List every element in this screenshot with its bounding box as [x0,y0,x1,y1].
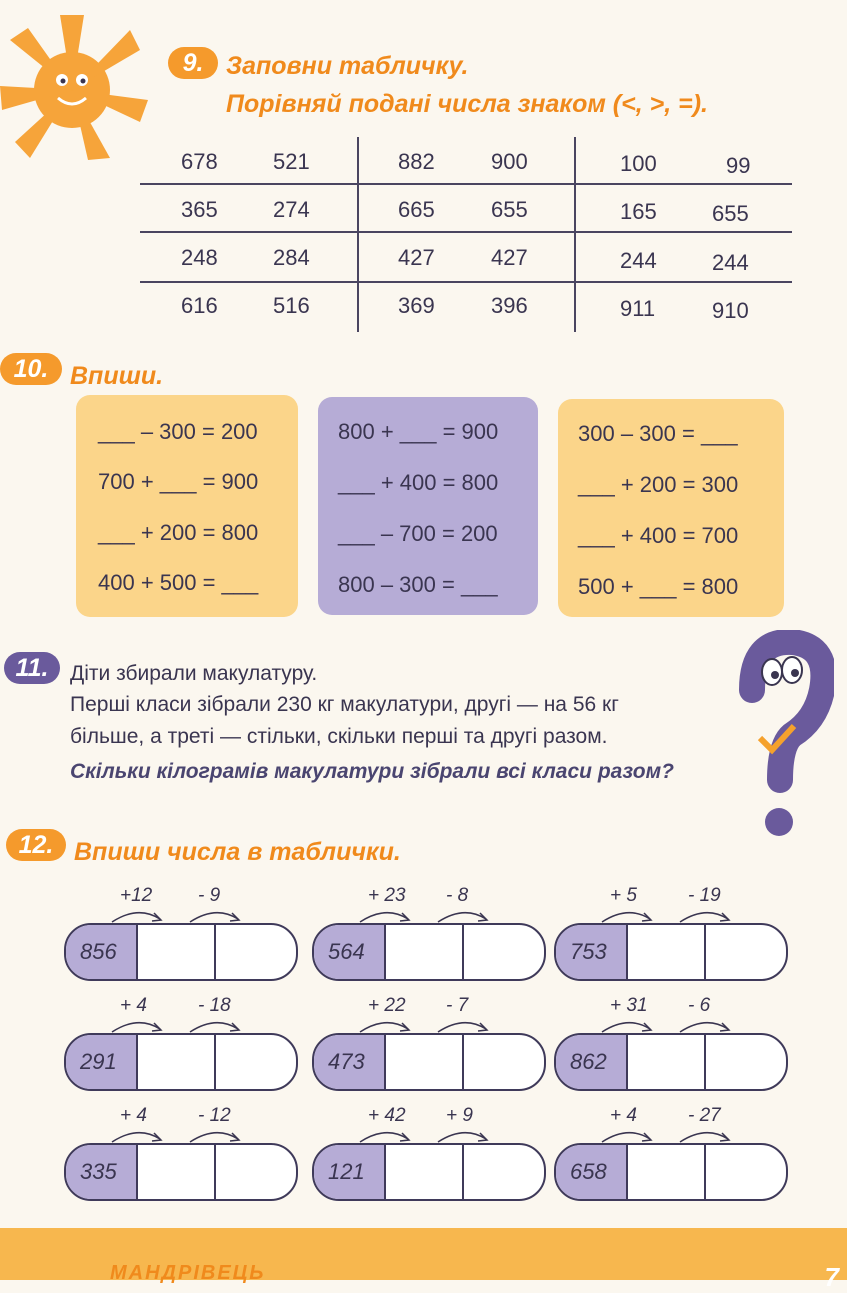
cmp-value: 274 [273,197,310,222]
chain-op1: + 4 [610,1105,637,1126]
cmp-value: 911 [620,296,656,321]
cmp-value: 910 [712,298,749,323]
task11-number: 11. [4,652,60,684]
equation: ___ – 700 = 200 [338,521,498,546]
chain-answer-cell-2[interactable] [464,1035,544,1089]
number-chain [64,1033,298,1091]
number-chain [554,1033,788,1091]
chain-op2: - 18 [198,995,231,1016]
chain-start-value: 753 [556,925,628,979]
chain-start-value: 856 [66,925,138,979]
chain-start-value: 121 [314,1145,386,1199]
chain-op2: + 9 [446,1105,473,1126]
chain-answer-cell-2[interactable] [216,1145,296,1199]
chain-op2: - 27 [688,1105,721,1126]
chain-answer-cell-1[interactable] [628,1035,706,1089]
equation: ___ – 300 = 200 [98,419,258,444]
chain-answer-cell-1[interactable] [386,1035,464,1089]
chain-answer-cell-1[interactable] [386,925,464,979]
chain-op2: - 8 [446,885,469,906]
cmp-value: 516 [273,293,310,318]
cmp-value: 655 [491,197,528,222]
chain-start-value: 473 [314,1035,386,1089]
number-chain [64,1143,298,1201]
question-mark-mascot-icon [722,630,834,840]
cmp-value: 244 [712,250,749,275]
footer-brand: МАНДРІВЕЦЬ [110,1262,266,1284]
chain-op2: - 7 [446,995,469,1016]
chain-answer-cell-2[interactable] [464,1145,544,1199]
chain-answer-cell-1[interactable] [138,1035,216,1089]
cmp-value: 427 [398,245,435,270]
equation: 500 + ___ = 800 [578,574,739,599]
cmp-value: 396 [491,293,528,318]
task9-number: 9. [168,47,218,79]
chain-op1: +12 [120,885,153,906]
cmp-value: 369 [398,293,435,318]
cmp-value: 365 [181,197,218,222]
number-chain [64,923,298,981]
number-chain [312,923,546,981]
equation: 700 + ___ = 900 [98,469,259,494]
chain-op2: - 9 [198,885,221,906]
task12-title: Впиши числа в таблички. [74,838,401,866]
number-chain [554,1143,788,1201]
task12-number: 12. [6,829,66,861]
chain-op2: - 12 [198,1105,231,1126]
cmp-value: 616 [181,293,218,318]
equation: ___ + 400 = 800 [338,470,499,495]
equation: 800 – 300 = ___ [338,572,498,597]
chain-op1: + 31 [610,995,648,1016]
chain-answer-cell-2[interactable] [216,925,296,979]
cmp-value: 665 [398,197,435,222]
chain-start-value: 291 [66,1035,138,1089]
number-chain [312,1033,546,1091]
equation: ___ + 200 = 300 [578,472,739,497]
chain-start-value: 862 [556,1035,628,1089]
task10-number: 10. [0,353,62,385]
chain-answer-cell-1[interactable] [138,1145,216,1199]
chain-start-value: 564 [314,925,386,979]
chain-answer-cell-1[interactable] [628,925,706,979]
cmp-value: 248 [181,245,218,270]
chain-answer-cell-1[interactable] [138,925,216,979]
chain-op1: + 22 [368,995,406,1016]
chain-answer-cell-2[interactable] [706,925,786,979]
number-chain [554,923,788,981]
cmp-value: 244 [620,248,657,273]
task10-title: Впиши. [70,362,164,390]
chain-answer-cell-1[interactable] [386,1145,464,1199]
cmp-value: 99 [726,153,751,178]
chain-op1: + 42 [368,1105,406,1126]
task9-title-line1: Заповни табличку. [226,52,469,80]
cmp-value: 427 [491,245,528,270]
chain-op1: + 4 [120,995,147,1016]
chain-op2: - 19 [688,885,721,906]
cmp-value: 678 [181,149,218,174]
chain-answer-cell-2[interactable] [706,1035,786,1089]
equation: 300 – 300 = ___ [578,421,738,446]
cmp-value: 165 [620,199,657,224]
chain-start-value: 658 [556,1145,628,1199]
cmp-value: 284 [273,245,310,270]
task11-line: Діти збирали макулатуру. [70,662,318,685]
chain-answer-cell-2[interactable] [464,925,544,979]
cmp-value: 900 [491,149,528,174]
equation: ___ + 400 = 700 [578,523,739,548]
chain-op1: + 4 [120,1105,147,1126]
number-chain [312,1143,546,1201]
chain-answer-cell-2[interactable] [216,1035,296,1089]
chain-answer-cell-1[interactable] [628,1145,706,1199]
task11-line: більше, а треті — стільки, скільки перші та другі разом. [70,725,608,748]
cmp-value: 521 [273,149,310,174]
sun-mascot-icon [0,10,150,160]
task11-line: Перші класи зібрали 230 кг макулатури, другі — на 56 кг [70,693,619,716]
equation: 400 + 500 = ___ [98,570,259,595]
chain-op1: + 23 [368,885,406,906]
equation: 800 + ___ = 900 [338,419,499,444]
task9-title-line2: Порівняй подані числа знаком (<, >, =). [226,90,708,118]
chain-start-value: 335 [66,1145,138,1199]
page-number: 7 [824,1262,839,1292]
cmp-value: 655 [712,201,749,226]
chain-answer-cell-2[interactable] [706,1145,786,1199]
equation: ___ + 200 = 800 [98,520,259,545]
cmp-value: 882 [398,149,435,174]
cmp-value: 100 [620,151,657,176]
task11-question: Скільки кілограмів макулатури зібрали всі класи разом? [70,760,674,783]
chain-op2: - 6 [688,995,711,1016]
chain-op1: + 5 [610,885,637,906]
